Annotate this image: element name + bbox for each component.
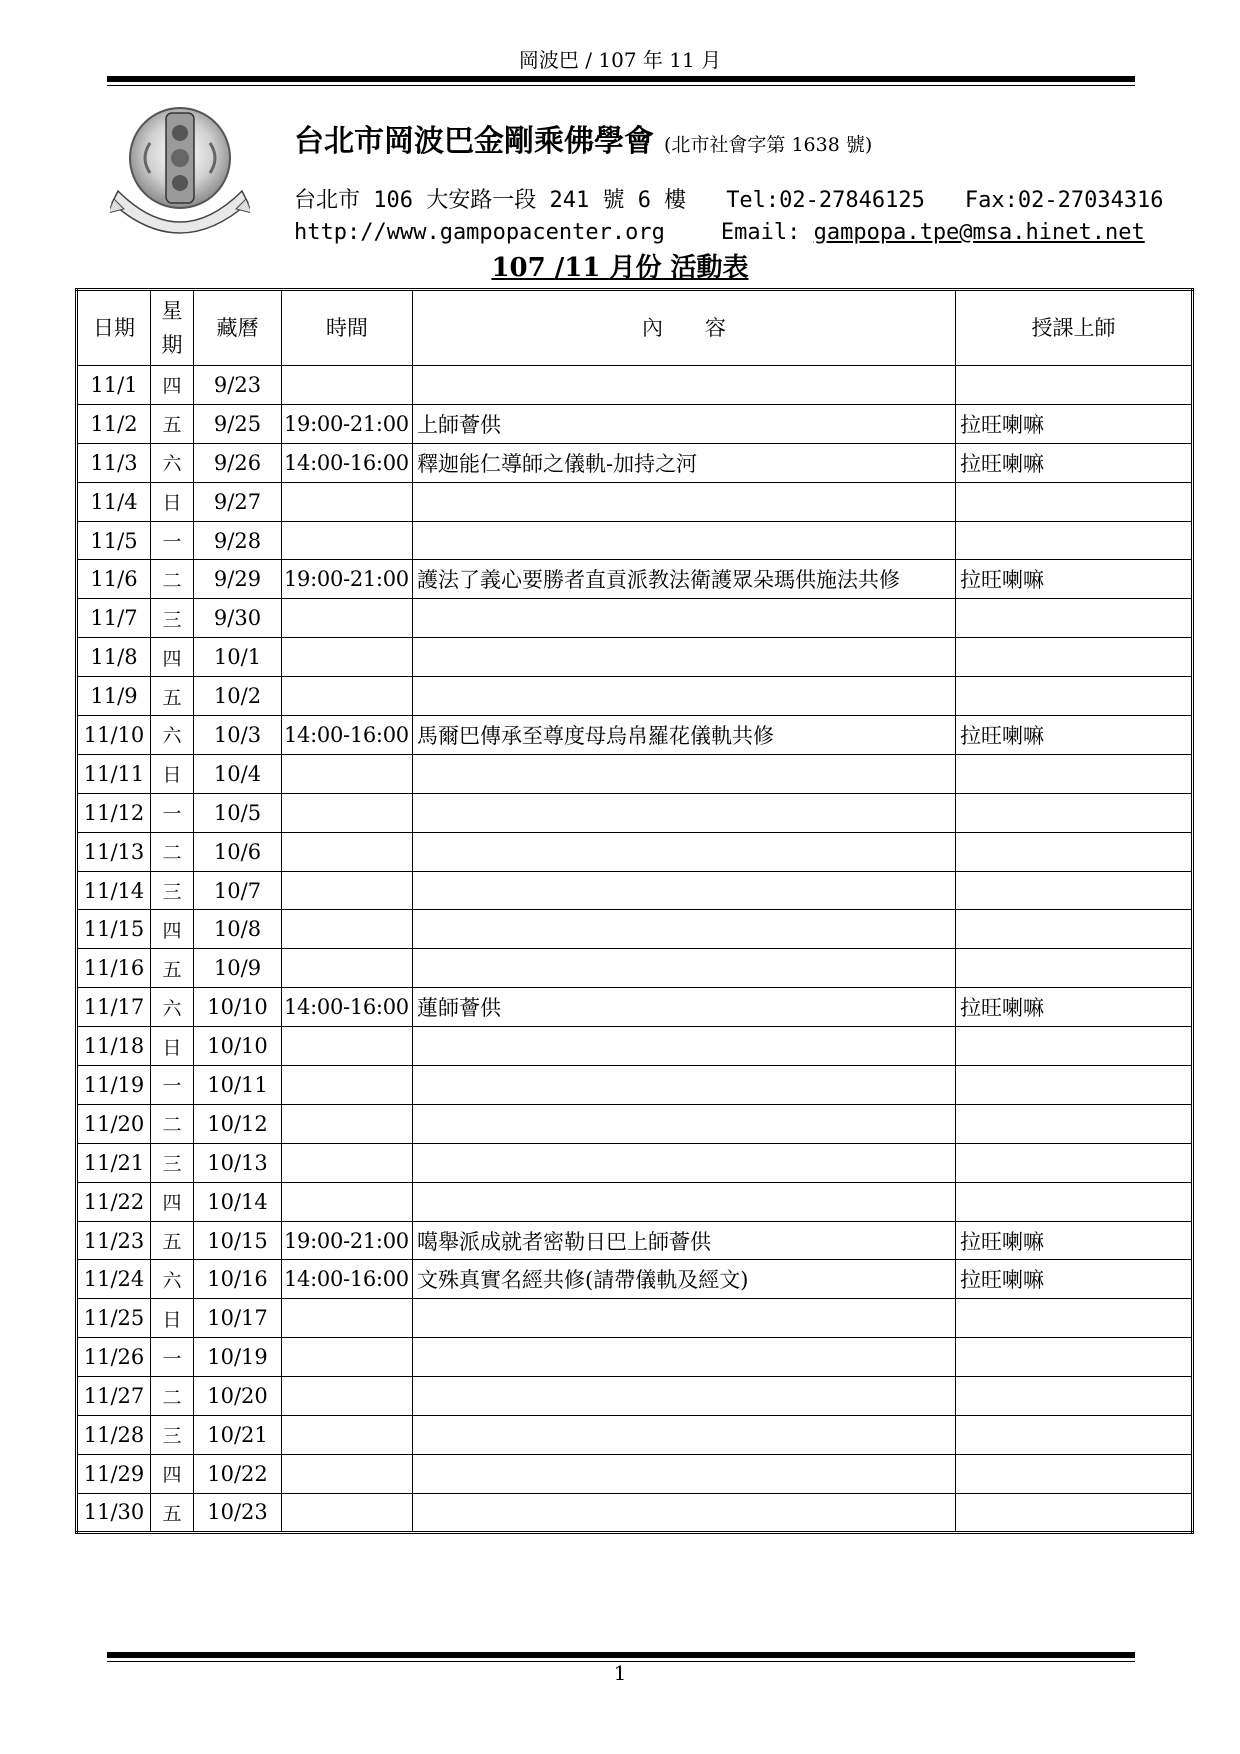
- cell-teacher: [956, 1493, 1193, 1532]
- cell-time: [282, 1027, 413, 1066]
- cell-date: 11/18: [77, 1027, 151, 1066]
- cell-weekday: 一: [151, 793, 194, 832]
- page-number: 1: [613, 1661, 627, 1685]
- footer-rule: [107, 1652, 1135, 1658]
- table-row: [77, 443, 1193, 482]
- cell-time: [282, 793, 413, 832]
- cell-tibetan-date: 10/19: [194, 1338, 282, 1377]
- table-row: [77, 1416, 1193, 1455]
- cell-weekday: 四: [151, 638, 194, 677]
- cell-date: 11/8: [77, 638, 151, 677]
- cell-time: [282, 1299, 413, 1338]
- gampopa-seal-logo-icon: [110, 103, 250, 243]
- cell-weekday: 五: [151, 677, 194, 716]
- table-row: [77, 1143, 1193, 1182]
- cell-tibetan-date: 10/22: [194, 1454, 282, 1493]
- cell-time: [282, 1493, 413, 1532]
- cell-tibetan-date: 10/9: [194, 949, 282, 988]
- cell-content: 噶舉派成就者密勒日巴上師薈供: [413, 1221, 956, 1260]
- cell-tibetan-date: 10/10: [194, 1027, 282, 1066]
- cell-tibetan-date: 10/13: [194, 1143, 282, 1182]
- cell-weekday: 五: [151, 949, 194, 988]
- cell-content: [413, 1143, 956, 1182]
- cell-date: 11/19: [77, 1066, 151, 1105]
- cell-time: 19:00-21:00: [282, 1221, 413, 1260]
- cell-tibetan-date: 9/30: [194, 599, 282, 638]
- header-weekday-bottom: 期: [161, 333, 183, 357]
- address: 台北市 106 大安路一段 241 號 6 樓: [294, 188, 687, 213]
- table-row: [77, 482, 1193, 521]
- table-row: [77, 988, 1193, 1027]
- cell-content: [413, 1338, 956, 1377]
- cell-content: [413, 910, 956, 949]
- organization-name: [294, 122, 872, 165]
- cell-content: 馬爾巴傳承至尊度母烏帛羅花儀軌共修: [413, 716, 956, 755]
- cell-weekday: 六: [151, 1260, 194, 1299]
- table-header-row: [77, 290, 1193, 366]
- cell-tibetan-date: 10/20: [194, 1377, 282, 1416]
- cell-tibetan-date: 9/25: [194, 404, 282, 443]
- schedule-title-text: 107 /11 月份 活動表: [491, 253, 749, 283]
- cell-teacher: [956, 677, 1193, 716]
- cell-date: 11/4: [77, 482, 151, 521]
- cell-content: [413, 1454, 956, 1493]
- cell-weekday: 一: [151, 1066, 194, 1105]
- cell-date: 11/23: [77, 1221, 151, 1260]
- cell-content: [413, 793, 956, 832]
- cell-time: [282, 366, 413, 405]
- cell-content: [413, 521, 956, 560]
- table-row: [77, 871, 1193, 910]
- cell-date: 11/25: [77, 1299, 151, 1338]
- registration-number: (北市社會字第 1638 號): [664, 134, 873, 156]
- cell-tibetan-date: 10/3: [194, 716, 282, 755]
- cell-date: 11/6: [77, 560, 151, 599]
- cell-teacher: 拉旺喇嘛: [956, 1260, 1193, 1299]
- cell-teacher: [956, 1066, 1193, 1105]
- cell-weekday: 六: [151, 988, 194, 1027]
- cell-date: 11/7: [77, 599, 151, 638]
- cell-teacher: [956, 1104, 1193, 1143]
- cell-teacher: 拉旺喇嘛: [956, 560, 1193, 599]
- cell-weekday: 日: [151, 1299, 194, 1338]
- cell-time: [282, 1182, 413, 1221]
- running-header: 岡波巴 / 107 年 11 月: [518, 48, 722, 72]
- cell-time: 19:00-21:00: [282, 404, 413, 443]
- cell-time: [282, 754, 413, 793]
- cell-weekday: 五: [151, 404, 194, 443]
- cell-teacher: [956, 1416, 1193, 1455]
- cell-teacher: [956, 910, 1193, 949]
- cell-content: [413, 1104, 956, 1143]
- table-row: [77, 1260, 1193, 1299]
- telephone: Tel:02-27846125: [726, 188, 925, 213]
- cell-teacher: [956, 1454, 1193, 1493]
- table-row: [77, 1299, 1193, 1338]
- cell-tibetan-date: 9/29: [194, 560, 282, 599]
- cell-date: 11/21: [77, 1143, 151, 1182]
- header-teacher: 授課上師: [956, 290, 1193, 366]
- cell-date: 11/3: [77, 443, 151, 482]
- table-row: [77, 1104, 1193, 1143]
- cell-teacher: 拉旺喇嘛: [956, 443, 1193, 482]
- website-link[interactable]: http://www.gampopacenter.org: [294, 220, 665, 245]
- cell-content: [413, 871, 956, 910]
- table-row: [77, 521, 1193, 560]
- header-date: 日期: [77, 290, 151, 366]
- cell-teacher: [956, 1182, 1193, 1221]
- cell-content: 文殊真實名經共修(請帶儀軌及經文): [413, 1260, 956, 1299]
- email-label: Email:: [720, 220, 801, 245]
- table-row: [77, 599, 1193, 638]
- cell-tibetan-date: 10/12: [194, 1104, 282, 1143]
- cell-tibetan-date: 10/16: [194, 1260, 282, 1299]
- cell-weekday: 二: [151, 560, 194, 599]
- cell-date: 11/30: [77, 1493, 151, 1532]
- cell-weekday: 四: [151, 1182, 194, 1221]
- address-line: [294, 186, 1164, 216]
- cell-time: [282, 1416, 413, 1455]
- cell-teacher: [956, 599, 1193, 638]
- cell-date: 11/14: [77, 871, 151, 910]
- cell-weekday: 三: [151, 1416, 194, 1455]
- cell-weekday: 三: [151, 599, 194, 638]
- cell-time: [282, 1454, 413, 1493]
- cell-time: [282, 910, 413, 949]
- cell-content: [413, 1377, 956, 1416]
- table-row: [77, 1066, 1193, 1105]
- cell-time: 14:00-16:00: [282, 1260, 413, 1299]
- cell-tibetan-date: 10/21: [194, 1416, 282, 1455]
- cell-time: 14:00-16:00: [282, 443, 413, 482]
- cell-content: [413, 638, 956, 677]
- cell-time: [282, 949, 413, 988]
- cell-date: 11/16: [77, 949, 151, 988]
- cell-teacher: 拉旺喇嘛: [956, 404, 1193, 443]
- cell-teacher: [956, 793, 1193, 832]
- cell-tibetan-date: 10/10: [194, 988, 282, 1027]
- cell-date: 11/10: [77, 716, 151, 755]
- cell-content: 上師薈供: [413, 404, 956, 443]
- cell-tibetan-date: 10/1: [194, 638, 282, 677]
- cell-content: [413, 366, 956, 405]
- cell-time: [282, 1377, 413, 1416]
- cell-weekday: 一: [151, 1338, 194, 1377]
- cell-weekday: 日: [151, 482, 194, 521]
- cell-tibetan-date: 10/11: [194, 1066, 282, 1105]
- cell-content: [413, 482, 956, 521]
- cell-tibetan-date: 10/6: [194, 832, 282, 871]
- activity-schedule-table: [75, 288, 1194, 1534]
- email-link[interactable]: gampopa.tpe@msa.hinet.net: [813, 220, 1145, 245]
- cell-teacher: [956, 1377, 1193, 1416]
- cell-date: 11/11: [77, 754, 151, 793]
- cell-tibetan-date: 9/26: [194, 443, 282, 482]
- table-row: [77, 910, 1193, 949]
- table-row: [77, 832, 1193, 871]
- cell-teacher: [956, 1299, 1193, 1338]
- cell-date: 11/17: [77, 988, 151, 1027]
- cell-weekday: 二: [151, 1104, 194, 1143]
- cell-content: [413, 1066, 956, 1105]
- cell-date: 11/26: [77, 1338, 151, 1377]
- cell-time: 19:00-21:00: [282, 560, 413, 599]
- cell-content: 蓮師薈供: [413, 988, 956, 1027]
- cell-teacher: [956, 832, 1193, 871]
- header-time: 時間: [282, 290, 413, 366]
- cell-weekday: 四: [151, 910, 194, 949]
- web-line: [294, 218, 1145, 248]
- cell-teacher: [956, 1027, 1193, 1066]
- cell-weekday: 二: [151, 832, 194, 871]
- table-row: [77, 754, 1193, 793]
- cell-teacher: 拉旺喇嘛: [956, 716, 1193, 755]
- schedule-body: [77, 366, 1193, 1533]
- cell-teacher: [956, 949, 1193, 988]
- cell-time: [282, 871, 413, 910]
- cell-content: [413, 949, 956, 988]
- cell-tibetan-date: 10/14: [194, 1182, 282, 1221]
- table-row: [77, 560, 1193, 599]
- cell-weekday: 六: [151, 443, 194, 482]
- cell-content: [413, 599, 956, 638]
- cell-weekday: 六: [151, 716, 194, 755]
- table-row: [77, 949, 1193, 988]
- cell-tibetan-date: 10/7: [194, 871, 282, 910]
- cell-date: 11/13: [77, 832, 151, 871]
- cell-time: [282, 1143, 413, 1182]
- cell-content: 釋迦能仁導師之儀軌-加持之河: [413, 443, 956, 482]
- cell-weekday: 二: [151, 1377, 194, 1416]
- cell-time: [282, 482, 413, 521]
- table-row: [77, 677, 1193, 716]
- table-row: [77, 1182, 1193, 1221]
- cell-content: [413, 1416, 956, 1455]
- cell-date: 11/22: [77, 1182, 151, 1221]
- cell-content: [413, 754, 956, 793]
- cell-date: 11/2: [77, 404, 151, 443]
- cell-teacher: [956, 521, 1193, 560]
- cell-time: [282, 599, 413, 638]
- cell-date: 11/5: [77, 521, 151, 560]
- cell-content: [413, 1182, 956, 1221]
- table-row: [77, 1377, 1193, 1416]
- cell-teacher: [956, 638, 1193, 677]
- table-row: [77, 1221, 1193, 1260]
- table-row: [77, 1027, 1193, 1066]
- cell-teacher: [956, 366, 1193, 405]
- cell-teacher: [956, 482, 1193, 521]
- cell-weekday: 四: [151, 1454, 194, 1493]
- cell-teacher: [956, 1143, 1193, 1182]
- cell-content: [413, 677, 956, 716]
- cell-time: [282, 1338, 413, 1377]
- cell-date: 11/29: [77, 1454, 151, 1493]
- cell-weekday: 三: [151, 1143, 194, 1182]
- cell-time: [282, 521, 413, 560]
- header-rule: [107, 76, 1135, 82]
- cell-time: [282, 1104, 413, 1143]
- cell-tibetan-date: 10/2: [194, 677, 282, 716]
- fax: Fax:02-27034316: [964, 188, 1164, 213]
- cell-tibetan-date: 10/23: [194, 1493, 282, 1532]
- cell-time: [282, 677, 413, 716]
- cell-date: 11/12: [77, 793, 151, 832]
- cell-teacher: [956, 871, 1193, 910]
- table-row: [77, 404, 1193, 443]
- schedule-title: [0, 252, 1240, 284]
- cell-tibetan-date: 9/28: [194, 521, 282, 560]
- cell-tibetan-date: 10/8: [194, 910, 282, 949]
- table-row: [77, 793, 1193, 832]
- header-tibetan-calendar: 藏曆: [194, 290, 282, 366]
- table-row: [77, 1454, 1193, 1493]
- cell-time: 14:00-16:00: [282, 988, 413, 1027]
- cell-tibetan-date: 10/15: [194, 1221, 282, 1260]
- table-row: [77, 716, 1193, 755]
- cell-weekday: 五: [151, 1493, 194, 1532]
- cell-date: 11/15: [77, 910, 151, 949]
- cell-content: [413, 832, 956, 871]
- cell-weekday: 日: [151, 754, 194, 793]
- cell-weekday: 日: [151, 1027, 194, 1066]
- table-row: [77, 1493, 1193, 1532]
- cell-tibetan-date: 10/4: [194, 754, 282, 793]
- cell-date: 11/1: [77, 366, 151, 405]
- cell-content: 護法了義心要勝者直貢派教法衛護眾朵瑪供施法共修: [413, 560, 956, 599]
- cell-date: 11/27: [77, 1377, 151, 1416]
- cell-time: [282, 832, 413, 871]
- cell-tibetan-date: 10/5: [194, 793, 282, 832]
- cell-content: [413, 1027, 956, 1066]
- cell-time: [282, 1066, 413, 1105]
- cell-tibetan-date: 9/27: [194, 482, 282, 521]
- cell-teacher: 拉旺喇嘛: [956, 1221, 1193, 1260]
- cell-teacher: 拉旺喇嘛: [956, 988, 1193, 1027]
- cell-time: 14:00-16:00: [282, 716, 413, 755]
- header-weekday: [151, 290, 194, 366]
- cell-teacher: [956, 754, 1193, 793]
- cell-content: [413, 1493, 956, 1532]
- cell-tibetan-date: 10/17: [194, 1299, 282, 1338]
- cell-teacher: [956, 1338, 1193, 1377]
- table-row: [77, 638, 1193, 677]
- cell-date: 11/28: [77, 1416, 151, 1455]
- cell-weekday: 四: [151, 366, 194, 405]
- cell-time: [282, 638, 413, 677]
- cell-tibetan-date: 9/23: [194, 366, 282, 405]
- organization-name-text: 台北市岡波巴金剛乘佛學會: [294, 124, 654, 159]
- table-row: [77, 366, 1193, 405]
- table-row: [77, 1338, 1193, 1377]
- header-weekday-top: 星: [161, 299, 183, 323]
- cell-date: 11/24: [77, 1260, 151, 1299]
- cell-date: 11/20: [77, 1104, 151, 1143]
- cell-content: [413, 1299, 956, 1338]
- cell-weekday: 一: [151, 521, 194, 560]
- cell-weekday: 三: [151, 871, 194, 910]
- cell-weekday: 五: [151, 1221, 194, 1260]
- cell-date: 11/9: [77, 677, 151, 716]
- header-content: 內 容: [413, 290, 956, 366]
